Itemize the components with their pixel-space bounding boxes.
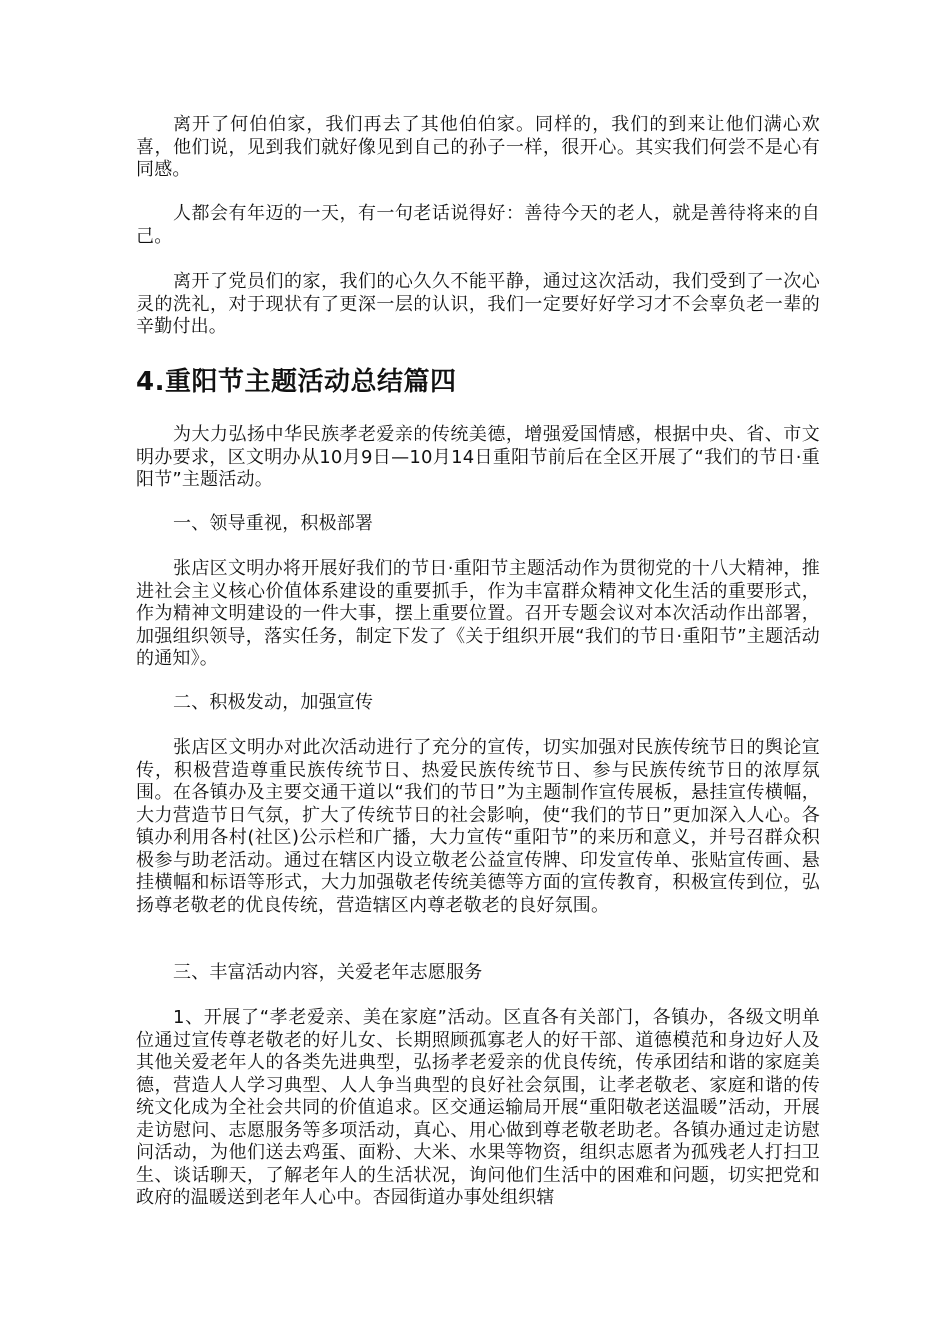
paragraph-publicity: 张店区文明办对此次活动进行了充分的宣传，切实加强对民族传统节日的舆论宣传，积极营造尊重民族传统节日、热爱民族传统节日、参与民族传统节日的浓厚氛围。在各镇办及主要交通干道以“我们的节日”为主题制作宣传展板，悬挂宣传横幅，大力营造节日气氛，扩大了传统节日的社会影响，使“我们的节日”更加深入人心。各镇办利用各村(社区)公示栏和广播，大力宣传“重阳节”的来历和意义，并号召群众积极参与助老活动。通过在辖区内设立敬老公益宣传牌、印发宣传单、张贴宣传画、悬挂横幅和标语等形式，大力加强敬老传统美德等方面的宣传教育，积极宣传到位，弘扬尊老敬老的优良传统，营造辖区内尊老敬老的良好氛围。 [136, 737, 820, 916]
paragraph-old-saying: 人都会有年迈的一天，有一句老话说得好：善待今天的老人，就是善待将来的自己。 [136, 203, 820, 247]
subheading-activities: 三、丰富活动内容，关爱老年志愿服务 [173, 962, 483, 983]
section-heading: 4.重阳节主题活动总结篇四 [136, 367, 457, 397]
paragraph-leadership: 张店区文明办将开展好我们的节日·重阳节主题活动作为贯彻党的十八大精神，推进社会主义核心价值体系建设的重要抓手，作为丰富群众精神文化生活的重要形式，作为精神文明建设的一件大事，摆上重要位置。召开专题会议对本次活动作出部署，加强组织领导，落实任务，制定下发了《关于组织开展“我们的节日·重阳节”主题活动的通知》。 [136, 558, 820, 669]
paragraph-visit-others: 离开了何伯伯家，我们再去了其他伯伯家。同样的，我们的到来让他们满心欢喜，他们说，见到我们就好像见到自己的孙子一样，很开心。其实我们何尝不是心有同感。 [136, 114, 820, 180]
paragraph-intro: 为大力弘扬中华民族孝老爱亲的传统美德，增强爱国情感，根据中央、省、市文明办要求，区文明办从10月9日—10月14日重阳节前后在全区开展了“我们的节日·重阳节”主题活动。 [136, 424, 820, 490]
paragraph-reflection: 离开了党员们的家，我们的心久久不能平静，通过这次活动，我们受到了一次心灵的洗礼，对于现状有了更深一层的认识，我们一定要好好学习才不会辜负老一辈的辛勤付出。 [136, 271, 820, 337]
paragraph-activities: 1、开展了“孝老爱亲、美在家庭”活动。区直各有关部门，各镇办，各级文明单位通过宣传尊老敬老的好儿女、长期照顾孤寡老人的好干部、道德模范和身边好人及其他关爱老年人的各类先进典型，弘扬孝老爱亲的优良传统，传承团结和谐的家庭美德，营造人人学习典型、人人争当典型的良好社会氛围，让孝老敬老、家庭和谐的传统文化成为全社会共同的价值追求。区交通运输局开展“重阳敬老送温暖”活动，开展走访慰问、志愿服务等多项活动，真心、用心做到尊老敬老助老。各镇办通过走访慰问活动，为他们送去鸡蛋、面粉、大米、水果等物资，组织志愿者为孤残老人打扫卫生、谈话聊天，了解老年人的生活状况，询问他们生活中的困难和问题，切实把党和政府的温暖送到老年人心中。杏园街道办事处组织辖 [136, 1007, 820, 1208]
subheading-publicity: 二、积极发动，加强宣传 [173, 692, 374, 713]
subheading-leadership: 一、领导重视，积极部署 [173, 513, 374, 534]
